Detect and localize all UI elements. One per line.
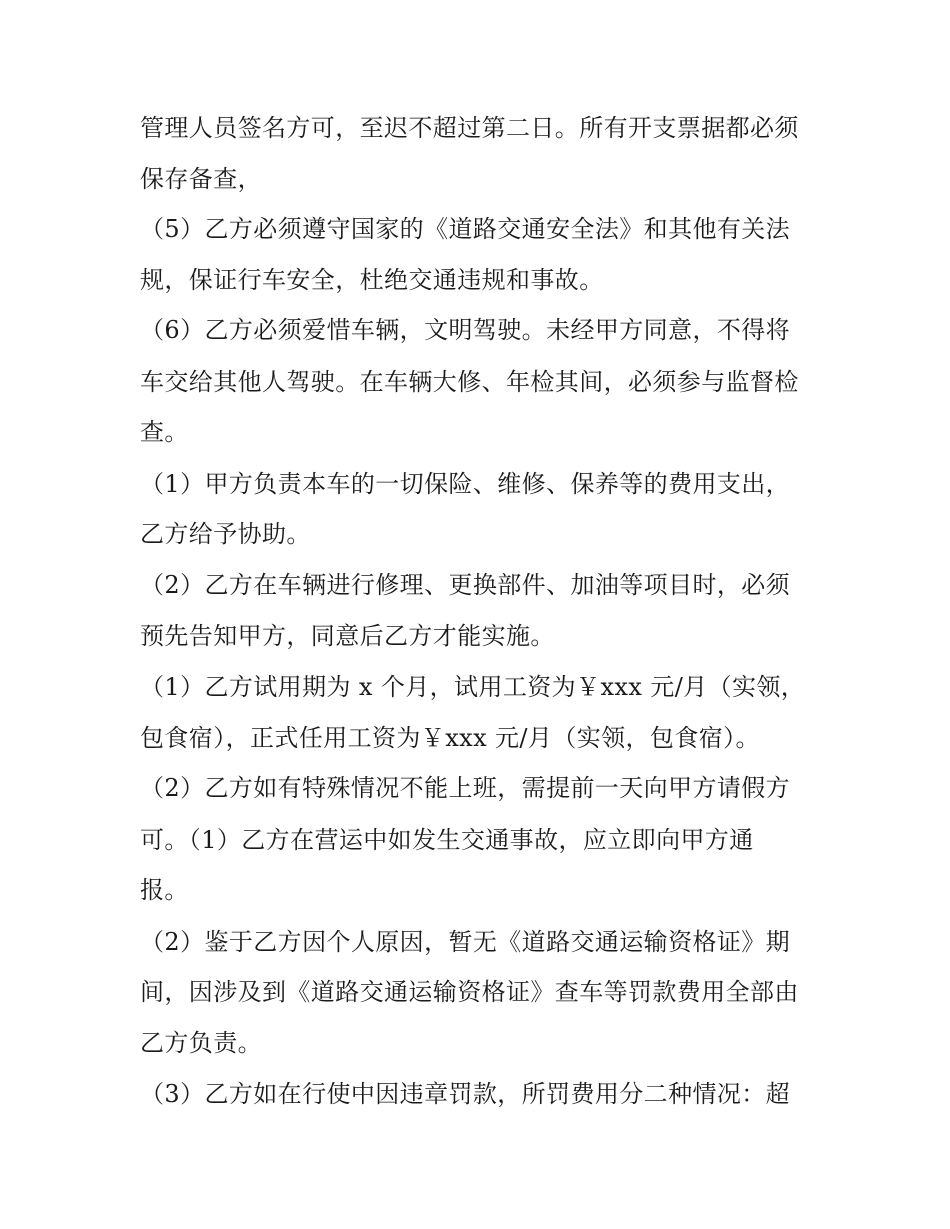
text-line: 间，因涉及到《道路交通运输资格证》查车等罚款费用全部由 [140, 978, 799, 1006]
text-line: （2）乙方如有特殊情况不能上班，需提前一天向甲方请假方 [140, 774, 791, 802]
text-line: （1）乙方试用期为 x 个月，试用工资为￥xxx 元/月（实领， [140, 673, 806, 701]
text-line: （2）乙方在车辆进行修理、更换部件、加油等项目时，必须 [140, 571, 791, 599]
text-line: 管理人员签名方可，至迟不超过第二日。所有开支票据都必须 [140, 114, 799, 142]
text-line: 保存备查， [140, 165, 262, 193]
text-line: 车交给其他人驾驶。在车辆大修、年检其间，必须参与监督检 [140, 368, 799, 396]
text-line: 查。 [140, 418, 189, 446]
text-line: 乙方给予协助。 [140, 520, 311, 548]
text-line: 报。 [140, 876, 189, 904]
text-line: （6）乙方必须爱惜车辆，文明驾驶。未经甲方同意，不得将 [140, 316, 791, 344]
text-line: 包食宿），正式任用工资为￥xxx 元/月（实领，包食宿）。 [140, 724, 760, 752]
text-line: 规，保证行车安全，杜绝交通违规和事故。 [140, 266, 604, 294]
text-line: （3）乙方如在行使中因违章罚款，所罚费用分二种情况：超 [140, 1080, 791, 1108]
text-line: （1）甲方负责本车的一切保险、维修、保养等的费用支出， [140, 470, 791, 498]
text-line: （2）鉴于乙方因个人原因，暂无《道路交通运输资格证》期 [140, 928, 791, 956]
text-line: 可。（1）乙方在营运中如发生交通事故，应立即向甲方通 [140, 826, 754, 854]
text-line: 乙方负责。 [140, 1029, 262, 1057]
text-line: （5）乙方必须遵守国家的《道路交通安全法》和其他有关法 [140, 215, 791, 243]
text-line: 预先告知甲方，同意后乙方才能实施。 [140, 622, 555, 650]
